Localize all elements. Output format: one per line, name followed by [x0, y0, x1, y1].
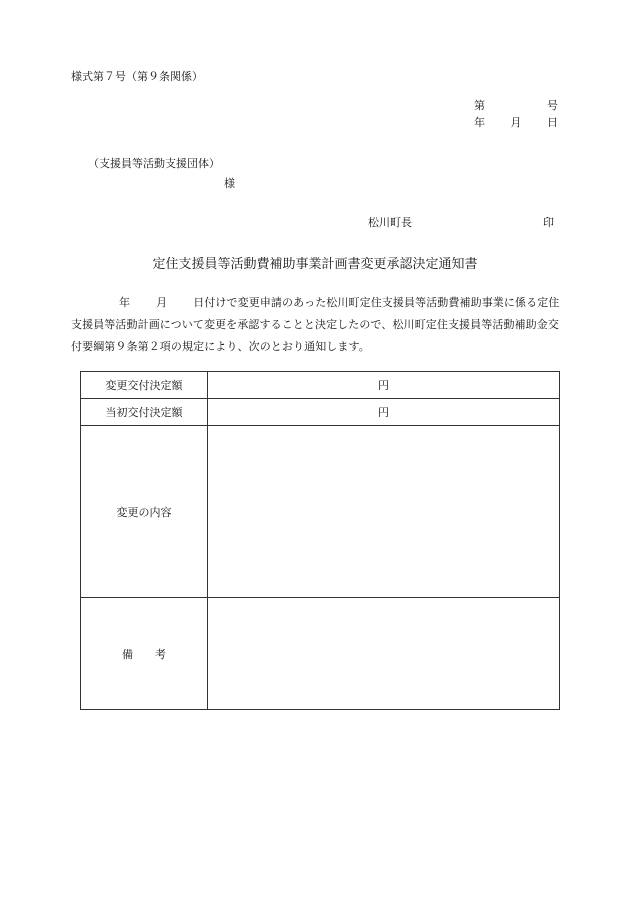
recipient-honorific: 様 — [224, 177, 235, 190]
table-row — [81, 372, 560, 399]
form-number-label: 様式第７号（第９条関係） — [71, 70, 203, 83]
row-label: 変更の内容 — [81, 426, 208, 598]
table-row — [81, 399, 560, 426]
doc-number-prefix: 第 — [474, 99, 485, 112]
date-month: 月 — [510, 116, 522, 129]
row-label: 変更交付決定額 — [81, 372, 208, 399]
row-label: 当初交付決定額 — [81, 399, 208, 426]
row-value: 円 — [208, 372, 560, 399]
body-year: 年 — [119, 296, 131, 309]
seal-mark: 印 — [543, 216, 554, 229]
recipient-organization: （支援員等活動支援団体） — [88, 157, 220, 170]
body-paragraph — [71, 292, 567, 358]
row-value: 円 — [208, 399, 560, 426]
decision-table — [80, 371, 560, 710]
document-date — [474, 114, 558, 130]
row-value-blank — [208, 598, 560, 710]
row-value-blank — [208, 426, 560, 598]
date-year: 年 — [474, 116, 485, 129]
row-label: 備 考 — [81, 598, 208, 710]
body-month: 月 — [156, 296, 168, 309]
document-number — [474, 97, 558, 113]
doc-number-suffix: 号 — [547, 99, 558, 112]
table-row — [81, 426, 560, 598]
document-title: 定住支援員等活動費補助事業計画書変更承認決定通知書 — [152, 257, 478, 272]
date-day: 日 — [547, 116, 558, 129]
sender-name: 松川町長 — [368, 216, 412, 229]
table-row — [81, 598, 560, 710]
body-text: 日付けで変更申請のあった松川町定住支援員等活動費補助事業に係る定住支援員等活動計画について変更を承認することと決定したので、松川町定住支援員等活動補助金交付要綱第９条第２項の規定により、次のとおり通知します。 — [71, 296, 560, 353]
